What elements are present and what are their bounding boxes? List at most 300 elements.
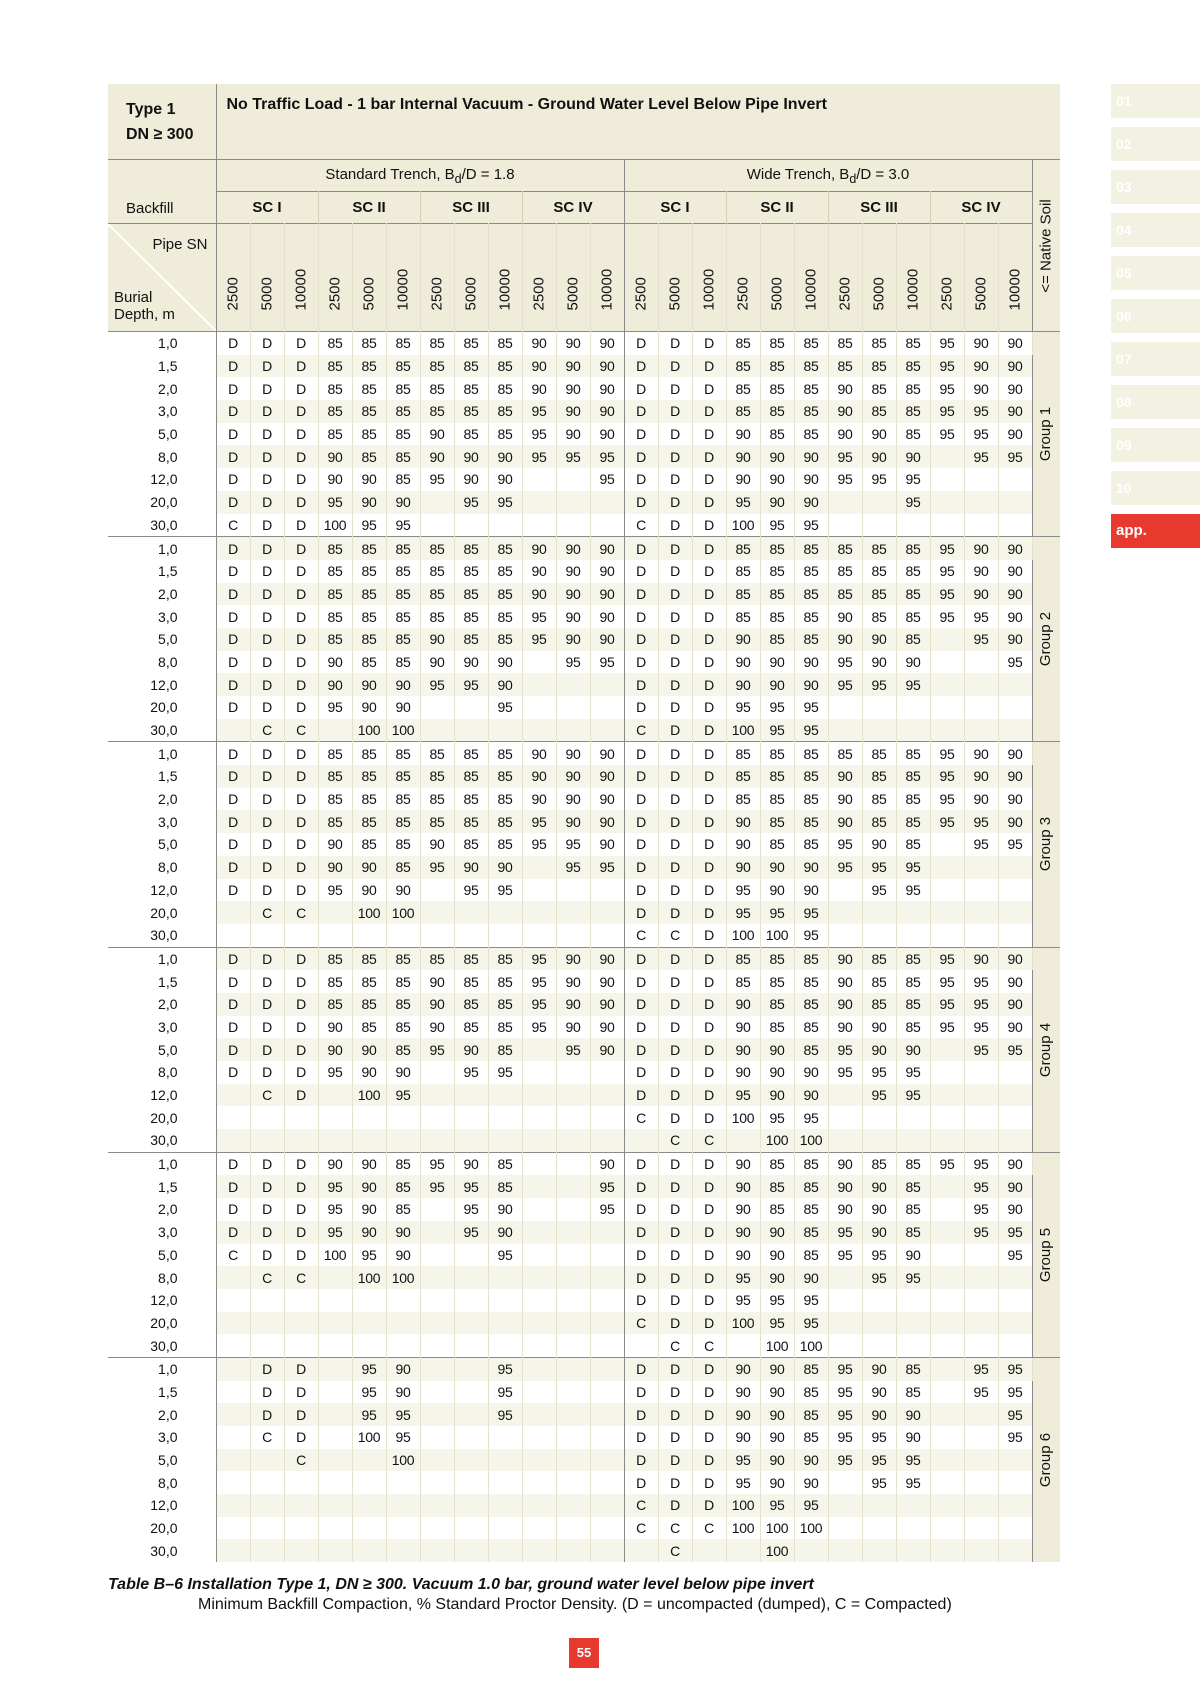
burial-depth-cell: 20,0: [108, 491, 216, 514]
pipe-sn-header: [284, 224, 318, 332]
compaction-cell: 95: [556, 651, 590, 674]
soil-class-header-row: [108, 192, 1060, 224]
compaction-cell: [930, 673, 964, 696]
compaction-cell: D: [250, 1381, 284, 1404]
compaction-cell: [862, 1289, 896, 1312]
compaction-cell: [930, 924, 964, 947]
page-number: 55: [569, 1638, 599, 1668]
compaction-cell: 90: [794, 673, 828, 696]
compaction-cell: 85: [386, 377, 420, 400]
compaction-cell: [522, 1106, 556, 1129]
compaction-cell: D: [658, 377, 692, 400]
compaction-cell: 95: [998, 1038, 1032, 1061]
burial-depth-cell: 2,0: [108, 1198, 216, 1221]
compaction-cell: 100: [352, 1084, 386, 1107]
chapter-tab[interactable]: 10: [1111, 471, 1200, 505]
compaction-cell: 85: [862, 355, 896, 378]
compaction-cell: 90: [862, 1221, 896, 1244]
compaction-cell: [522, 901, 556, 924]
compaction-cell: [352, 1471, 386, 1494]
compaction-cell: 90: [760, 1357, 794, 1380]
compaction-cell: 85: [420, 400, 454, 423]
compaction-cell: 90: [726, 673, 760, 696]
compaction-cell: 95: [760, 1312, 794, 1335]
compaction-cell: [862, 924, 896, 947]
compaction-cell: D: [624, 1266, 658, 1289]
diameter-label: DN ≥ 300: [126, 125, 194, 143]
compaction-cell: 95: [862, 1244, 896, 1267]
compaction-cell: 85: [488, 947, 522, 970]
standard-trench-prefix: Standard Trench, B: [325, 165, 455, 183]
compaction-cell: 90: [726, 1152, 760, 1175]
burial-depth-cell: 12,0: [108, 879, 216, 902]
compaction-cell: 95: [522, 400, 556, 423]
compaction-cell: 85: [318, 355, 352, 378]
compaction-cell: 95: [352, 1403, 386, 1426]
compaction-cell: 95: [964, 628, 998, 651]
chapter-tab[interactable]: 06: [1111, 299, 1200, 333]
compaction-cell: [828, 1334, 862, 1357]
pipe-sn-header: [624, 224, 658, 332]
compaction-cell: D: [284, 605, 318, 628]
compaction-cell: [420, 879, 454, 902]
compaction-cell: D: [658, 1471, 692, 1494]
compaction-cell: [284, 1517, 318, 1540]
compaction-cell: [522, 719, 556, 742]
chapter-tab[interactable]: app.: [1111, 514, 1200, 548]
compaction-cell: 90: [998, 537, 1032, 560]
compaction-cell: 90: [352, 1198, 386, 1221]
chapter-tab[interactable]: 08: [1111, 385, 1200, 419]
compaction-cell: 90: [794, 1449, 828, 1472]
compaction-cell: [216, 1494, 250, 1517]
compaction-cell: 90: [420, 445, 454, 468]
burial-depth-cell: 1,0: [108, 1152, 216, 1175]
compaction-cell: [284, 1106, 318, 1129]
compaction-cell: D: [658, 833, 692, 856]
compaction-cell: 100: [386, 1449, 420, 1472]
compaction-cell: D: [658, 1084, 692, 1107]
compaction-cell: 90: [590, 947, 624, 970]
pipe-sn-header: [420, 224, 454, 332]
compaction-cell: [964, 1539, 998, 1562]
axis-label-cell: [108, 224, 216, 332]
compaction-cell: 90: [862, 651, 896, 674]
compaction-cell: D: [624, 1175, 658, 1198]
compaction-cell: 90: [590, 970, 624, 993]
table-row: [108, 788, 1060, 811]
compaction-cell: D: [624, 810, 658, 833]
compaction-cell: 85: [896, 788, 930, 811]
compaction-cell: 85: [318, 628, 352, 651]
compaction-cell: [828, 514, 862, 537]
compaction-cell: 90: [454, 856, 488, 879]
compaction-cell: 85: [454, 400, 488, 423]
chapter-tab[interactable]: 09: [1111, 428, 1200, 462]
compaction-cell: 90: [998, 1152, 1032, 1175]
compaction-cell: 85: [726, 560, 760, 583]
compaction-cell: 90: [522, 765, 556, 788]
burial-depth-cell: 2,0: [108, 377, 216, 400]
compaction-cell: 90: [794, 1061, 828, 1084]
compaction-cell: [318, 1494, 352, 1517]
compaction-cell: D: [692, 1244, 726, 1267]
chapter-tab[interactable]: 01: [1111, 84, 1200, 118]
compaction-cell: 85: [794, 1221, 828, 1244]
chapter-tab[interactable]: 05: [1111, 256, 1200, 290]
compaction-cell: 90: [522, 537, 556, 560]
compaction-cell: [556, 1198, 590, 1221]
compaction-cell: [556, 1539, 590, 1562]
table-row: [108, 1471, 1060, 1494]
compaction-cell: D: [692, 856, 726, 879]
compaction-cell: 100: [386, 901, 420, 924]
compaction-cell: [522, 1061, 556, 1084]
compaction-cell: [522, 1266, 556, 1289]
compaction-cell: [250, 1129, 284, 1152]
burial-depth-cell: 2,0: [108, 583, 216, 606]
compaction-cell: 90: [760, 468, 794, 491]
compaction-cell: 90: [556, 993, 590, 1016]
compaction-cell: [556, 514, 590, 537]
table-row: [108, 879, 1060, 902]
compaction-cell: D: [284, 332, 318, 355]
compaction-cell: D: [692, 1312, 726, 1335]
chapter-tab[interactable]: 07: [1111, 342, 1200, 376]
table-row: [108, 1266, 1060, 1289]
compaction-cell: [896, 1289, 930, 1312]
compaction-cell: 85: [420, 810, 454, 833]
compaction-cell: 85: [794, 377, 828, 400]
compaction-cell: 85: [386, 1016, 420, 1039]
compaction-cell: 95: [454, 1175, 488, 1198]
compaction-cell: D: [658, 970, 692, 993]
compaction-cell: 95: [896, 879, 930, 902]
compaction-cell: 90: [760, 1426, 794, 1449]
compaction-cell: D: [624, 1084, 658, 1107]
compaction-cell: D: [216, 332, 250, 355]
compaction-cell: [556, 1381, 590, 1404]
compaction-cell: [216, 1084, 250, 1107]
compaction-cell: D: [216, 673, 250, 696]
burial-depth-cell: 3,0: [108, 810, 216, 833]
compaction-cell: D: [284, 537, 318, 560]
compaction-cell: 90: [590, 560, 624, 583]
compaction-cell: D: [250, 810, 284, 833]
compaction-cell: 90: [726, 1357, 760, 1380]
compaction-cell: D: [216, 1152, 250, 1175]
compaction-cell: 95: [862, 856, 896, 879]
compaction-cell: 90: [522, 355, 556, 378]
compaction-cell: 85: [794, 537, 828, 560]
compaction-cell: [556, 924, 590, 947]
compaction-cell: 90: [794, 1084, 828, 1107]
compaction-cell: 90: [896, 1426, 930, 1449]
compaction-cell: [522, 1175, 556, 1198]
compaction-cell: 95: [862, 468, 896, 491]
compaction-cell: 100: [794, 1129, 828, 1152]
compaction-cell: D: [284, 742, 318, 765]
compaction-cell: [522, 1403, 556, 1426]
table-row: [108, 1106, 1060, 1129]
compaction-cell: 90: [352, 1038, 386, 1061]
compaction-cell: 95: [964, 605, 998, 628]
compaction-cell: [318, 1289, 352, 1312]
compaction-cell: D: [216, 423, 250, 446]
compaction-cell: D: [658, 1449, 692, 1472]
compaction-cell: 100: [760, 1129, 794, 1152]
compaction-cell: 90: [556, 377, 590, 400]
compaction-cell: [964, 468, 998, 491]
compaction-cell: [420, 1357, 454, 1380]
compaction-cell: D: [692, 947, 726, 970]
compaction-cell: D: [284, 1198, 318, 1221]
compaction-cell: [556, 673, 590, 696]
compaction-cell: 90: [828, 423, 862, 446]
compaction-cell: [216, 1539, 250, 1562]
compaction-cell: 85: [352, 742, 386, 765]
compaction-cell: 90: [828, 993, 862, 1016]
table-row: [108, 810, 1060, 833]
compaction-cell: 85: [352, 1016, 386, 1039]
compaction-cell: 95: [964, 445, 998, 468]
compaction-cell: 85: [386, 355, 420, 378]
group-label: Group 5: [1037, 1227, 1055, 1282]
compaction-cell: 100: [726, 514, 760, 537]
compaction-cell: 85: [454, 788, 488, 811]
compaction-cell: 95: [420, 468, 454, 491]
compaction-cell: C: [250, 1266, 284, 1289]
compaction-cell: 85: [386, 400, 420, 423]
compaction-cell: D: [658, 355, 692, 378]
compaction-cell: 95: [556, 833, 590, 856]
compaction-cell: 90: [726, 1016, 760, 1039]
compaction-cell: D: [692, 537, 726, 560]
pipe-sn-header: [590, 224, 624, 332]
compaction-cell: 85: [318, 970, 352, 993]
compaction-cell: [590, 1084, 624, 1107]
burial-label-line1: Burial: [114, 289, 153, 306]
group-label: Group 2: [1037, 612, 1055, 667]
compaction-cell: 90: [760, 1038, 794, 1061]
compaction-cell: D: [658, 1289, 692, 1312]
pipe-sn-header: [318, 224, 352, 332]
compaction-cell: D: [250, 355, 284, 378]
compaction-cell: 90: [420, 993, 454, 1016]
compaction-cell: 85: [386, 445, 420, 468]
native-soil-group: [1032, 947, 1060, 1152]
compaction-cell: 95: [998, 833, 1032, 856]
compaction-cell: 85: [352, 651, 386, 674]
compaction-cell: 95: [556, 445, 590, 468]
burial-depth-cell: 30,0: [108, 1129, 216, 1152]
compaction-cell: 85: [760, 583, 794, 606]
table-row: [108, 947, 1060, 970]
compaction-cell: 95: [862, 1471, 896, 1494]
compaction-cell: 95: [828, 833, 862, 856]
compaction-cell: 85: [488, 560, 522, 583]
burial-depth-cell: 1,0: [108, 537, 216, 560]
compaction-cell: [862, 1312, 896, 1335]
compaction-cell: [590, 514, 624, 537]
compaction-cell: 95: [522, 605, 556, 628]
compaction-cell: 85: [896, 400, 930, 423]
compaction-cell: D: [692, 879, 726, 902]
compaction-cell: D: [624, 765, 658, 788]
compaction-cell: 85: [862, 332, 896, 355]
compaction-cell: 100: [726, 1494, 760, 1517]
table-row: [108, 1038, 1060, 1061]
compaction-cell: [998, 879, 1032, 902]
compaction-cell: 90: [556, 423, 590, 446]
compaction-cell: 85: [794, 628, 828, 651]
compaction-cell: 95: [386, 1426, 420, 1449]
compaction-cell: 90: [556, 970, 590, 993]
compaction-cell: 85: [386, 1175, 420, 1198]
compaction-cell: [318, 1357, 352, 1380]
compaction-cell: 85: [862, 765, 896, 788]
compaction-cell: [420, 1449, 454, 1472]
compaction-cell: [488, 924, 522, 947]
compaction-cell: D: [658, 696, 692, 719]
compaction-cell: 85: [862, 537, 896, 560]
compaction-cell: [216, 1289, 250, 1312]
compaction-cell: D: [624, 1061, 658, 1084]
compaction-cell: 100: [726, 719, 760, 742]
compaction-cell: 85: [454, 583, 488, 606]
compaction-cell: D: [250, 788, 284, 811]
compaction-cell: C: [692, 1129, 726, 1152]
compaction-cell: 95: [964, 993, 998, 1016]
compaction-cell: 100: [794, 1334, 828, 1357]
compaction-cell: [318, 1426, 352, 1449]
compaction-cell: D: [284, 560, 318, 583]
burial-depth-cell: 8,0: [108, 651, 216, 674]
compaction-cell: 90: [556, 628, 590, 651]
compaction-cell: 95: [964, 400, 998, 423]
compaction-cell: 85: [386, 856, 420, 879]
compaction-cell: [828, 924, 862, 947]
compaction-cell: D: [216, 355, 250, 378]
compaction-cell: 85: [318, 423, 352, 446]
compaction-cell: D: [624, 332, 658, 355]
table-row: [108, 1289, 1060, 1312]
compaction-cell: 90: [998, 970, 1032, 993]
compaction-cell: D: [658, 765, 692, 788]
compaction-cell: 85: [318, 537, 352, 560]
compaction-cell: 100: [726, 1106, 760, 1129]
compaction-cell: [216, 1403, 250, 1426]
compaction-cell: 85: [352, 400, 386, 423]
compaction-cell: 85: [794, 1244, 828, 1267]
compaction-cell: 85: [760, 810, 794, 833]
compaction-cell: 90: [726, 651, 760, 674]
compaction-cell: 95: [760, 1289, 794, 1312]
compaction-cell: 95: [352, 1381, 386, 1404]
compaction-cell: 85: [386, 993, 420, 1016]
compaction-cell: [488, 1494, 522, 1517]
pipe-sn-header: [726, 224, 760, 332]
compaction-cell: 90: [590, 810, 624, 833]
compaction-cell: 90: [828, 1175, 862, 1198]
compaction-cell: 95: [318, 491, 352, 514]
compaction-cell: [556, 1221, 590, 1244]
compaction-cell: 90: [420, 833, 454, 856]
compaction-cell: D: [658, 1221, 692, 1244]
compaction-cell: D: [250, 400, 284, 423]
wide-trench-sub: d: [849, 171, 857, 186]
compaction-cell: 95: [998, 445, 1032, 468]
table-row: [108, 628, 1060, 651]
table-row: [108, 1084, 1060, 1107]
compaction-cell: [522, 1152, 556, 1175]
compaction-cell: D: [250, 514, 284, 537]
burial-depth-cell: 30,0: [108, 924, 216, 947]
compaction-cell: 85: [726, 583, 760, 606]
compaction-cell: [420, 1221, 454, 1244]
compaction-cell: D: [284, 673, 318, 696]
compaction-cell: 95: [862, 879, 896, 902]
compaction-cell: 85: [454, 423, 488, 446]
compaction-cell: 85: [726, 605, 760, 628]
compaction-cell: [964, 879, 998, 902]
compaction-cell: 85: [454, 970, 488, 993]
compaction-cell: 95: [964, 810, 998, 833]
compaction-cell: 90: [386, 1221, 420, 1244]
compaction-cell: [828, 1289, 862, 1312]
chapter-tab[interactable]: 02: [1111, 127, 1200, 161]
compaction-cell: 85: [420, 742, 454, 765]
compaction-cell: 90: [828, 377, 862, 400]
chapter-tab[interactable]: 04: [1111, 213, 1200, 247]
compaction-cell: 90: [318, 1016, 352, 1039]
compaction-cell: [896, 696, 930, 719]
compaction-cell: D: [658, 1038, 692, 1061]
compaction-cell: [420, 1539, 454, 1562]
compaction-cell: [250, 1312, 284, 1335]
compaction-cell: D: [692, 833, 726, 856]
compaction-cell: 85: [454, 377, 488, 400]
compaction-cell: 95: [488, 1061, 522, 1084]
compaction-cell: [488, 1471, 522, 1494]
compaction-cell: D: [250, 1403, 284, 1426]
compaction-cell: 90: [590, 765, 624, 788]
compaction-cell: 85: [420, 765, 454, 788]
compaction-cell: D: [692, 651, 726, 674]
compaction-cell: 85: [488, 400, 522, 423]
compaction-cell: [216, 1381, 250, 1404]
compaction-cell: [862, 901, 896, 924]
compaction-cell: 85: [828, 355, 862, 378]
compaction-cell: C: [624, 1106, 658, 1129]
compaction-cell: [216, 1426, 250, 1449]
chapter-tab[interactable]: 03: [1111, 170, 1200, 204]
compaction-cell: [964, 901, 998, 924]
compaction-cell: D: [658, 1016, 692, 1039]
pipe-sn-header: [386, 224, 420, 332]
compaction-cell: 90: [556, 742, 590, 765]
compaction-cell: [420, 1494, 454, 1517]
compaction-cell: 95: [454, 879, 488, 902]
compaction-cell: [522, 1129, 556, 1152]
compaction-cell: 90: [522, 742, 556, 765]
compaction-cell: 85: [726, 742, 760, 765]
compaction-cell: [216, 1106, 250, 1129]
compaction-cell: 85: [726, 400, 760, 423]
compaction-cell: [624, 1539, 658, 1562]
compaction-cell: 85: [896, 423, 930, 446]
compaction-cell: [420, 901, 454, 924]
